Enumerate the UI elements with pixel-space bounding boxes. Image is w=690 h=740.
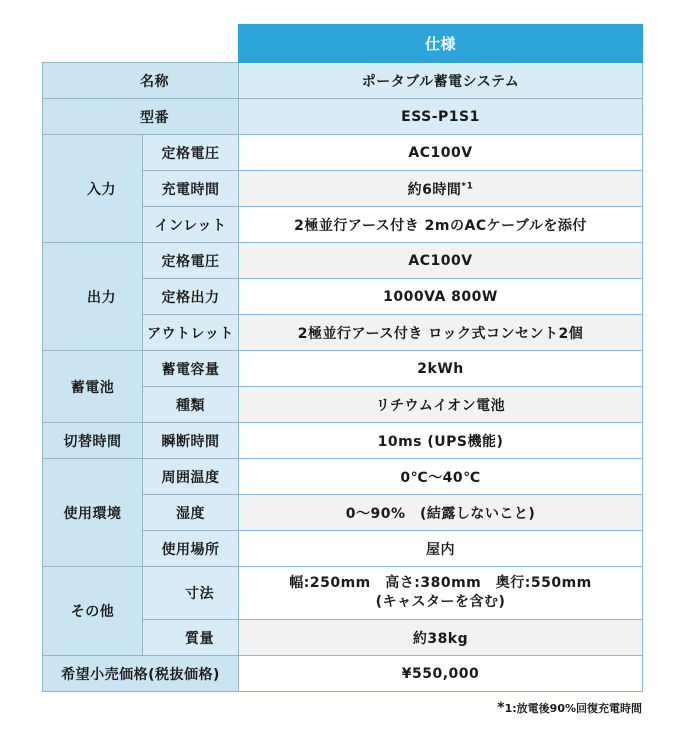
- label-temperature: 周囲温度: [143, 459, 239, 495]
- charge-time-text: 約6時間: [407, 181, 462, 198]
- label-other: その他: [43, 567, 143, 656]
- label-capacity: 蓄電容量: [143, 351, 239, 387]
- footnote-mark: *: [497, 700, 505, 716]
- row-switching: [43, 423, 643, 459]
- label-rated-output: 定格出力: [143, 279, 239, 315]
- value-model: ESS-P1S1: [239, 99, 643, 135]
- label-outlet: アウトレット: [143, 315, 239, 351]
- label-charge-time: 充電時間: [143, 171, 239, 207]
- header-row: [43, 25, 643, 63]
- row-capacity: [43, 351, 643, 387]
- row-dimensions: [43, 567, 643, 620]
- label-output: 出力: [43, 243, 143, 351]
- value-name: ポータブル蓄電システム: [239, 63, 643, 99]
- value-inlet: 2極並行アース付き 2mのACケーブルを添付: [239, 207, 643, 243]
- label-battery: 蓄電池: [43, 351, 143, 423]
- value-price: ¥550,000: [239, 656, 643, 692]
- label-price: 希望小売価格(税抜価格): [43, 656, 239, 692]
- label-environment: 使用環境: [43, 459, 143, 567]
- value-dimensions: [239, 567, 643, 620]
- value-temperature: 0℃～40℃: [239, 459, 643, 495]
- row-temperature: [43, 459, 643, 495]
- row-name: [43, 63, 643, 99]
- value-weight: 約38kg: [239, 620, 643, 656]
- footnote-text: 1:放電後90%回復充電時間: [504, 702, 642, 715]
- row-output-voltage: [43, 243, 643, 279]
- label-model: 型番: [43, 99, 239, 135]
- charge-time-note: *1: [461, 180, 474, 191]
- label-battery-type: 種類: [143, 387, 239, 423]
- label-dimensions: 寸法: [143, 567, 239, 620]
- label-input-voltage: 定格電圧: [143, 135, 239, 171]
- value-humidity: 0～90% (結露しないこと): [239, 495, 643, 531]
- value-location: 屋内: [239, 531, 643, 567]
- label-output-voltage: 定格電圧: [143, 243, 239, 279]
- label-humidity: 湿度: [143, 495, 239, 531]
- row-input-voltage: [43, 135, 643, 171]
- label-location: 使用場所: [143, 531, 239, 567]
- label-name: 名称: [43, 63, 239, 99]
- table-header: 仕様: [239, 25, 643, 63]
- label-instant: 瞬断時間: [143, 423, 239, 459]
- label-inlet: インレット: [143, 207, 239, 243]
- value-output-voltage: AC100V: [239, 243, 643, 279]
- footnote: [497, 700, 642, 716]
- value-instant: 10ms (UPS機能): [239, 423, 643, 459]
- label-input: 入力: [43, 135, 143, 243]
- dimensions-line2: (キャスターを含む): [375, 594, 506, 610]
- label-switching: 切替時間: [43, 423, 143, 459]
- value-capacity: 2kWh: [239, 351, 643, 387]
- label-weight: 質量: [143, 620, 239, 656]
- header-blank: [43, 25, 239, 63]
- spec-table: [42, 24, 643, 692]
- value-input-voltage: AC100V: [239, 135, 643, 171]
- row-price: [43, 656, 643, 692]
- value-charge-time: [239, 171, 643, 207]
- row-model: [43, 99, 643, 135]
- value-battery-type: リチウムイオン電池: [239, 387, 643, 423]
- value-outlet: 2極並行アース付き ロック式コンセント2個: [239, 315, 643, 351]
- dimensions-line1: 幅:250mm 高さ:380mm 奥行:550mm: [289, 575, 592, 591]
- value-rated-output: 1000VA 800W: [239, 279, 643, 315]
